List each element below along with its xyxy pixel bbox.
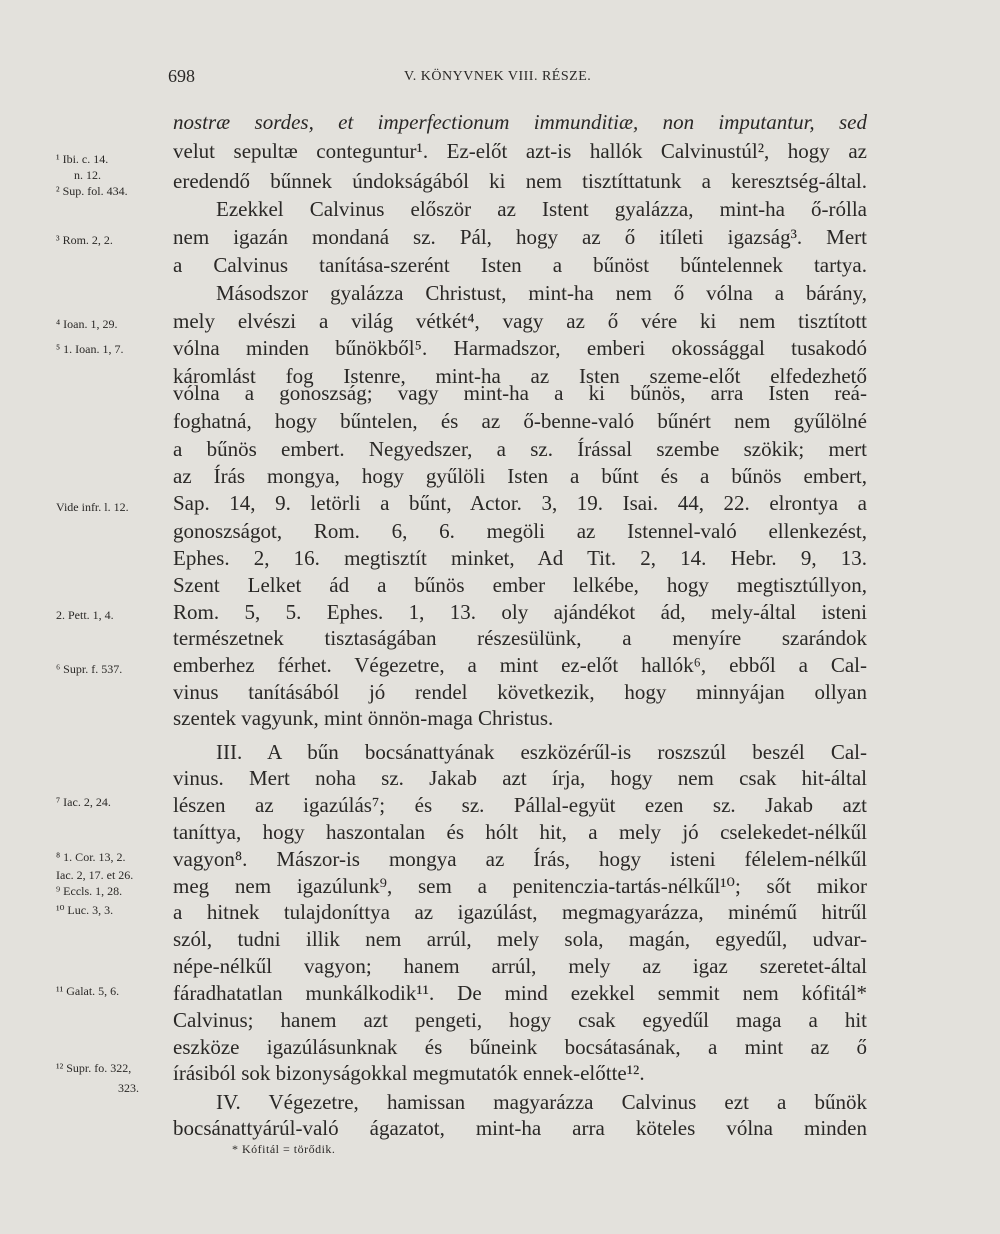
margin-note: ¹⁰ Luc. 3, 3.: [56, 903, 114, 917]
text-line: a bűnös embert. Negyedszer, a sz. Írással szembe szökik; mert: [173, 437, 867, 461]
text-line: írásiból sok bizonyságokkal megmutatók ennek-előtte¹².: [173, 1061, 645, 1085]
text-line: Rom. 5, 5. Ephes. 1, 13. oly ajándékot ád, mely-által isteni: [173, 600, 867, 624]
margin-note: ⁹ Eccls. 1, 28.: [56, 884, 123, 898]
text-line: szól, tudni illik nem arrúl, mely sola, magán, egyedűl, udvar-: [173, 927, 867, 951]
text-line: a hitnek tulajdoníttya az igazúlást, megmagyarázza, minémű hitrűl: [173, 900, 867, 924]
margin-note: ⁸ 1. Cor. 13, 2.: [56, 850, 126, 864]
margin-note: ⁶ Supr. f. 537.: [56, 662, 123, 676]
text-line: nostræ sordes, et imperfectionum immunditiæ, non imputantur, sed: [173, 110, 867, 134]
text-line: eszköze igazúlásunknak és bűneink bocsátasának, a mint az ő: [173, 1035, 867, 1059]
text-line: az Írás mongya, hogy gyűlöli Isten a bűnt és a bűnös embert,: [173, 464, 867, 488]
margin-note: ⁴ Ioan. 1, 29.: [56, 317, 118, 331]
text-line: eredendő bűnnek úndokságából ki nem tisztíttatunk a keresztség-által.: [173, 169, 867, 193]
text-line: Ephes. 2, 16. megtisztít minket, Ad Tit. 2, 14. Hebr. 9, 13.: [173, 546, 867, 570]
text-line: népe-nélkűl vagyon; hanem arrúl, mely az igaz szeretet-által: [173, 954, 867, 978]
margin-note: Vide infr. l. 12.: [56, 500, 129, 514]
margin-note: Iac. 2, 17. et 26.: [56, 868, 134, 882]
text-line: taníttya, hogy haszontalan és hólt hit, a mely jó cselekedet-nélkűl: [173, 820, 867, 844]
text-line: vinus. Mert noha sz. Jakab azt írja, hogy nem csak hit-által: [173, 766, 867, 790]
running-head: V. KÖNYVNEK VIII. RÉSZE.: [404, 69, 592, 84]
footnote: * Kófitál = törődik.: [232, 1142, 336, 1156]
page-header: [0, 66, 1000, 88]
text-line: bocsánattyárúl-való ágazatot, mint-ha arra köteles vólna minden: [173, 1116, 867, 1140]
text-line: Calvinus; hanem azt pengeti, hogy csak egyedűl maga a hit: [173, 1008, 867, 1032]
text-line: káromlást fog Istenre, mint-ha az Isten szeme-előt elfedezhető: [173, 364, 867, 388]
text-line: vólna a gonoszság; vagy mint-ha a ki bűnös, arra Isten reá-: [173, 381, 867, 405]
text-line: gonoszságot, Rom. 6, 6. megöli az Istennel-való ellenkezést,: [173, 519, 867, 543]
margin-note: 2. Pett. 1, 4.: [56, 608, 114, 622]
margin-note: 323.: [118, 1081, 139, 1095]
text-line: lészen az igazúlás⁷; és sz. Pállal-együt ezen sz. Jakab azt: [173, 793, 867, 817]
margin-note: ² Sup. fol. 434.: [56, 184, 128, 198]
margin-note: ¹ Ibi. c. 14.: [56, 152, 109, 166]
text-line: vagyon⁸. Mászor-is mongya az Írás, hogy isteni félelem-nélkűl: [173, 847, 867, 871]
text-line: foghatná, hogy bűntelen, és az ő-benne-való bűnért nem gyűlölné: [173, 409, 867, 433]
margin-note: ⁵ 1. Ioan. 1, 7.: [56, 342, 124, 356]
text-line: a Calvinus tanítása-szerént Isten a bűnöst bűntelennek tartya.: [173, 253, 867, 277]
margin-note: ¹¹ Galat. 5, 6.: [56, 984, 120, 998]
text-line: Másodszor gyalázza Christust, mint-ha nem ő vólna a bárány,: [216, 281, 867, 305]
page-number: 698: [168, 66, 195, 86]
text-line: Ezekkel Calvinus először az Istent gyalázza, mint-ha ő-rólla: [216, 197, 867, 221]
margin-note: ¹² Supr. fo. 322,: [56, 1061, 132, 1075]
text-line: IV. Végezetre, hamissan magyarázza Calvinus ezt a bűnök: [216, 1090, 867, 1114]
margin-note: ⁷ Iac. 2, 24.: [56, 795, 111, 809]
text-line: mely elvészi a világ vétkét⁴, vagy az ő vére ki nem tisztított: [173, 309, 867, 333]
text-line: Sap. 14, 9. letörli a bűnt, Actor. 3, 19. Isai. 44, 22. elrontya a: [173, 491, 867, 515]
margin-note: ³ Rom. 2, 2.: [56, 233, 113, 247]
text-line: természetnek tisztaságában részesülünk, a menyíre szarándok: [173, 626, 867, 650]
text-line: fáradhatatlan munkálkodik¹¹. De mind ezekkel semmit nem kófitál*: [173, 981, 867, 1005]
text-line: Szent Lelket ád a bűnös ember lelkébe, hogy megtisztúllyon,: [173, 573, 867, 597]
margin-note: n. 12.: [74, 168, 101, 182]
text-line: emberhez férhet. Végezetre, a mint ez-előt hallók⁶, ebből a Cal-: [173, 653, 867, 677]
text-line: III. A bűn bocsánattyának eszközérűl-is roszszúl beszél Cal-: [216, 740, 867, 764]
text-line: velut sepultæ conteguntur¹. Ez-előt azt-is hallók Calvinustúl², hogy az: [173, 139, 867, 163]
text-line: nem igazán mondaná sz. Pál, hogy az ő itíleti igazság³. Mert: [173, 225, 867, 249]
text-line: vinus tanításából jó rendel következik, hogy minnyájan ollyan: [173, 680, 867, 704]
text-line: vólna minden bűnökből⁵. Harmadszor, emberi okossággal tusakodó: [173, 336, 867, 360]
text-line: szentek vagyunk, mint önnön-maga Christus.: [173, 706, 554, 730]
text-line: meg nem igazúlunk⁹, sem a penitenczia-tartás-nélkűl¹⁰; sőt mikor: [173, 874, 867, 898]
